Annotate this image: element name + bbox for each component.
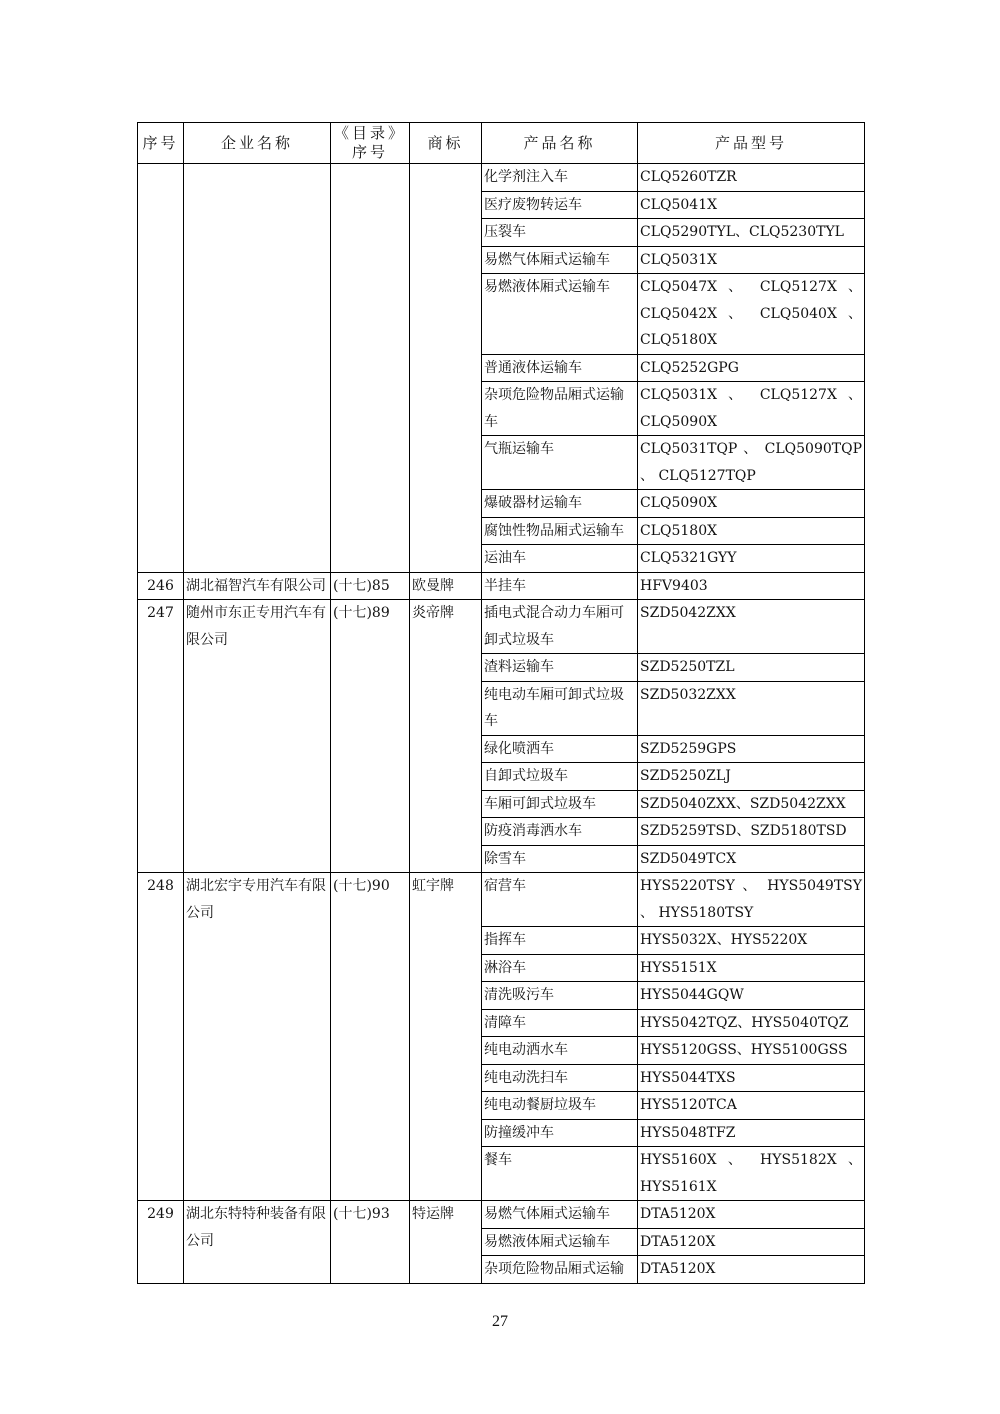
product-model-cell: CLQ5090X [638, 490, 865, 518]
header-product-model: 产品型号 [638, 123, 865, 164]
product-model-cell: CLQ5252GPG [638, 354, 865, 382]
catalog-seq-cell: (十七)90 [331, 873, 410, 1201]
seq-cell: 247 [138, 600, 184, 873]
product-name-cell: 渣料运输车 [482, 654, 638, 682]
product-model-cell: HYS5048TFZ [638, 1119, 865, 1147]
table-body [138, 164, 865, 1284]
product-model-cell: SZD5049TCX [638, 845, 865, 873]
product-model-cell: SZD5250TZL [638, 654, 865, 682]
catalog-seq-cell: (十七)93 [331, 1201, 410, 1284]
product-model-cell: CLQ5031X [638, 246, 865, 274]
product-name-cell: 防疫消毒洒水车 [482, 818, 638, 846]
seq-cell [138, 164, 184, 573]
catalog-seq-cell: (十七)89 [331, 600, 410, 873]
table-header-row [138, 123, 865, 164]
product-model-cell: CLQ5047X 、 CLQ5127X 、 CLQ5042X 、 CLQ5040X 、 CLQ5180X [638, 274, 865, 355]
header-seq: 序号 [138, 123, 184, 164]
company-cell: 随州市东正专用汽车有限公司 [184, 600, 331, 873]
product-name-cell: 杂项危险物品厢式运输 [482, 1256, 638, 1284]
product-model-cell: CLQ5260TZR [638, 164, 865, 192]
product-model-cell: CLQ5290TYL、CLQ5230TYL [638, 219, 865, 247]
product-model-cell: DTA5120X [638, 1201, 865, 1229]
product-name-cell: 压裂车 [482, 219, 638, 247]
company-cell: 湖北东特特种装备有限公司 [184, 1201, 331, 1284]
seq-cell: 248 [138, 873, 184, 1201]
product-model-cell: CLQ5321GYY [638, 545, 865, 573]
product-name-cell: 淋浴车 [482, 954, 638, 982]
product-name-cell: 纯电动洒水车 [482, 1037, 638, 1065]
product-model-cell: HYS5044TXS [638, 1064, 865, 1092]
product-name-cell: 宿营车 [482, 873, 638, 927]
product-model-cell: SZD5040ZXX、SZD5042ZXX [638, 790, 865, 818]
product-name-cell: 插电式混合动力车厢可卸式垃圾车 [482, 600, 638, 654]
page-number: 27 [492, 1313, 508, 1330]
product-model-cell: DTA5120X [638, 1228, 865, 1256]
header-catalog-seq-line2: 序号 [351, 143, 388, 161]
product-name-cell: 医疗废物转运车 [482, 191, 638, 219]
product-model-cell: CLQ5031TQP 、 CLQ5090TQP 、 CLQ5127TQP [638, 436, 865, 490]
product-name-cell: 易燃液体厢式运输车 [482, 274, 638, 355]
table-row [138, 600, 865, 654]
brand-cell: 虹宇牌 [410, 873, 482, 1201]
product-model-cell: HYS5120TCA [638, 1092, 865, 1120]
product-name-cell: 除雪车 [482, 845, 638, 873]
product-model-cell: HFV9403 [638, 572, 865, 600]
product-name-cell: 化学剂注入车 [482, 164, 638, 192]
product-name-cell: 自卸式垃圾车 [482, 763, 638, 791]
product-name-cell: 易燃气体厢式运输车 [482, 1201, 638, 1229]
product-model-cell: HYS5044GQW [638, 982, 865, 1010]
header-catalog-seq [331, 123, 410, 164]
catalog-seq-cell: (十七)85 [331, 572, 410, 600]
product-name-cell: 纯电动餐厨垃圾车 [482, 1092, 638, 1120]
product-name-cell: 餐车 [482, 1147, 638, 1201]
product-model-cell: DTA5120X [638, 1256, 865, 1284]
seq-cell: 249 [138, 1201, 184, 1284]
product-name-cell: 易燃气体厢式运输车 [482, 246, 638, 274]
table-row [138, 164, 865, 192]
header-brand: 商标 [410, 123, 482, 164]
product-model-cell: CLQ5041X [638, 191, 865, 219]
product-model-cell: SZD5032ZXX [638, 681, 865, 735]
product-model-cell: HYS5160X 、 HYS5182X 、 HYS5161X [638, 1147, 865, 1201]
company-cell: 湖北福智汽车有限公司 [184, 572, 331, 600]
product-model-cell: SZD5250ZLJ [638, 763, 865, 791]
product-name-cell: 清障车 [482, 1009, 638, 1037]
product-name-cell: 绿化喷洒车 [482, 735, 638, 763]
product-model-cell: HYS5220TSY 、 HYS5049TSY 、 HYS5180TSY [638, 873, 865, 927]
company-cell: 湖北宏宇专用汽车有限公司 [184, 873, 331, 1201]
product-model-cell: SZD5259TSD、SZD5180TSD [638, 818, 865, 846]
product-model-cell: HYS5042TQZ、HYS5040TQZ [638, 1009, 865, 1037]
brand-cell [410, 164, 482, 573]
product-model-cell: CLQ5180X [638, 517, 865, 545]
catalog-seq-cell [331, 164, 410, 573]
product-model-cell: HYS5032X、HYS5220X [638, 927, 865, 955]
product-name-cell: 普通液体运输车 [482, 354, 638, 382]
product-model-cell: HYS5120GSS、HYS5100GSS [638, 1037, 865, 1065]
brand-cell: 欧曼牌 [410, 572, 482, 600]
product-name-cell: 纯电动车厢可卸式垃圾车 [482, 681, 638, 735]
brand-cell: 特运牌 [410, 1201, 482, 1284]
table-row [138, 572, 865, 600]
product-name-cell: 爆破器材运输车 [482, 490, 638, 518]
seq-cell: 246 [138, 572, 184, 600]
product-model-cell: HYS5151X [638, 954, 865, 982]
product-name-cell: 纯电动洗扫车 [482, 1064, 638, 1092]
product-model-cell: SZD5259GPS [638, 735, 865, 763]
product-name-cell: 运油车 [482, 545, 638, 573]
product-name-cell: 易燃液体厢式运输车 [482, 1228, 638, 1256]
header-company: 企业名称 [184, 123, 331, 164]
product-name-cell: 车厢可卸式垃圾车 [482, 790, 638, 818]
brand-cell: 炎帝牌 [410, 600, 482, 873]
product-name-cell: 半挂车 [482, 572, 638, 600]
product-name-cell: 清洗吸污车 [482, 982, 638, 1010]
header-catalog-seq-line1: 《目录》 [333, 124, 406, 142]
product-model-cell: SZD5042ZXX [638, 600, 865, 654]
product-model-cell: CLQ5031X 、 CLQ5127X 、 CLQ5090X [638, 382, 865, 436]
product-name-cell: 气瓶运输车 [482, 436, 638, 490]
header-product-name: 产品名称 [482, 123, 638, 164]
table-row [138, 1201, 865, 1229]
vehicle-catalog-table [137, 122, 865, 1284]
company-cell [184, 164, 331, 573]
product-name-cell: 腐蚀性物品厢式运输车 [482, 517, 638, 545]
table-row [138, 873, 865, 927]
product-name-cell: 防撞缓冲车 [482, 1119, 638, 1147]
product-name-cell: 指挥车 [482, 927, 638, 955]
product-name-cell: 杂项危险物品厢式运输车 [482, 382, 638, 436]
